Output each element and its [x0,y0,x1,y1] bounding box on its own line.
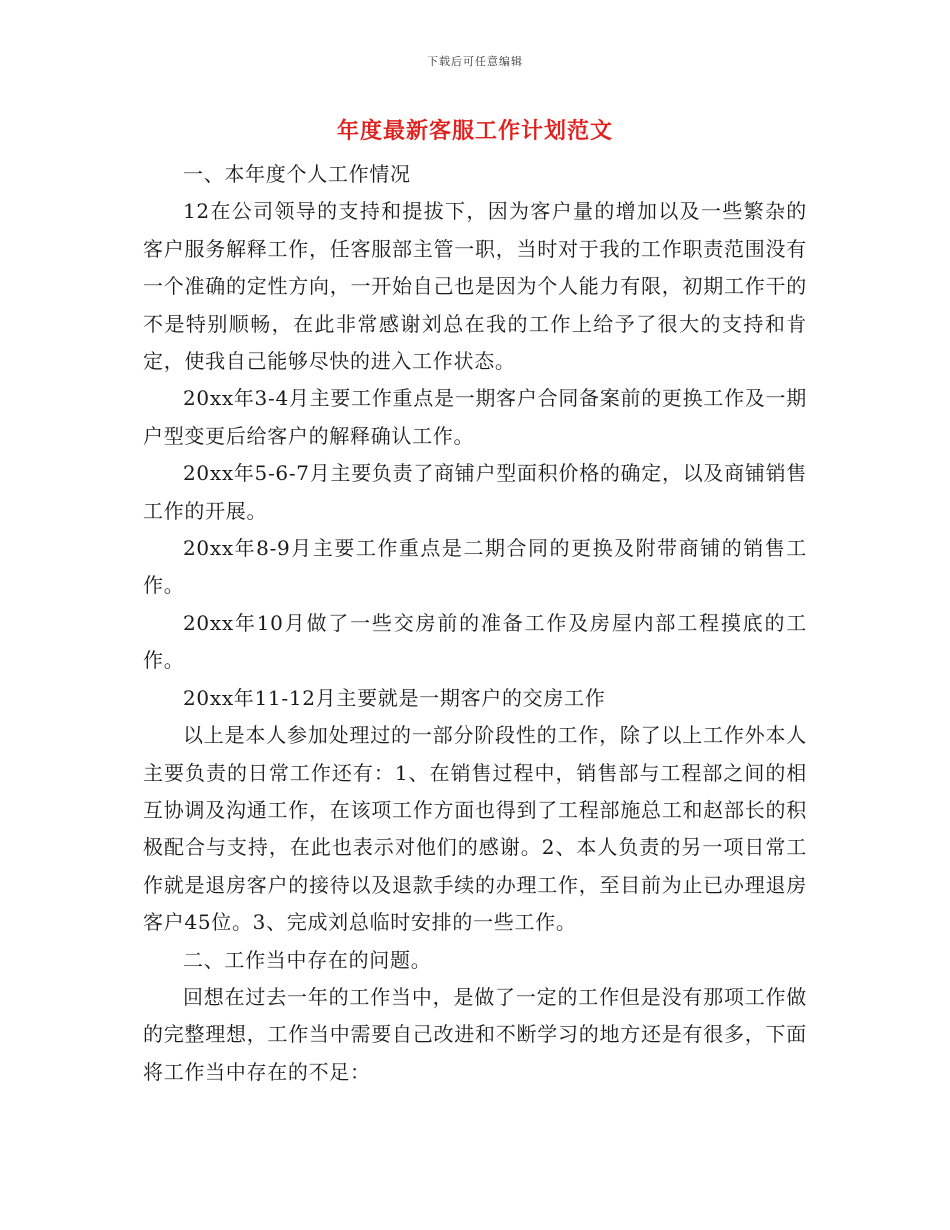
document-title: 年度最新客服工作计划范文 [336,118,613,144]
body-paragraph: 20xx年5-6-7月主要负责了商铺户型面积价格的确定，以及商铺销售工作的开展。 [143,461,807,523]
section-heading: 二、工作当中存在的问题。 [183,947,432,972]
header-note: 下载后可任意编辑 [427,55,523,68]
body-paragraph: 20xx年3-4月主要工作重点是一期客户合同备案前的更换工作及一期户型变更后给客户的解释确认工作。 [143,386,807,448]
body-paragraph: 20xx年11-12月主要就是一期客户的交房工作 [183,685,606,710]
document-body [143,156,807,1091]
body-paragraph: 回想在过去一年的工作当中，是做了一定的工作但是没有那项工作做的完整理想，工作当中需要自己改进和不断学习的地方还是有很多，下面将工作当中存在的不足： [143,984,807,1084]
section-heading: 一、本年度个人工作情况 [183,162,411,186]
body-paragraph: 20xx年8-9月主要工作重点是二期合同的更换及附带商铺的销售工作。 [143,536,807,598]
body-paragraph: 20xx年10月做了一些交房前的准备工作及房屋内部工程摸底的工作。 [143,610,807,673]
body-paragraph: 以上是本人参加处理过的一部分阶段性的工作，除了以上工作外本人主要负责的日常工作还有：1、在销售过程中，销售部与工程部之间的相互协调及沟通工作，在该项工作方面也得到了工程部施总工和赵部长的积极配合与支持，在此也表示对他们的感谢。2、本人负责的另一项日常工作就是退房客户的接待以及退款手续的办理工作，至目前为止已办理退房客户45位。3、完成刘总临时安排的一些工作。 [143,723,807,935]
body-paragraph: 12在公司领导的支持和提拔下，因为客户量的增加以及一些繁杂的客户服务解释工作，任客服部主管一职，当时对于我的工作职责范围没有一个准确的定性方向，一开始自己也是因为个人能力有限，初期工作干的不是特别顺畅，在此非常感谢刘总在我的工作上给予了很大的支持和肯定，使我自己能够尽快的进入工作状态。 [143,199,807,374]
